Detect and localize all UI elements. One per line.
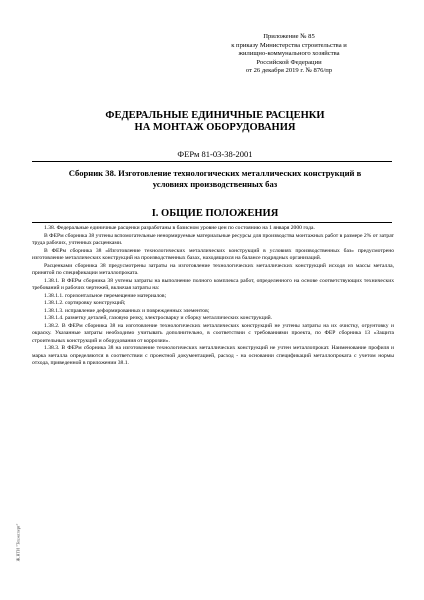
section-title: I. ОБЩИЕ ПОЛОЖЕНИЯ [151,208,279,219]
appendix-line: от 26 декабря 2019 г. № 876/пр [245,67,333,74]
appendix-line: жилищно-коммунального хозяйства [238,50,340,57]
paragraph: В ФЕРм сборника 38 учтены вспомогательные ненормируемые материальные ресурсы для производства монтажных работ в размере 2% от затрат труда рабочих, учтенных расценками. [32,232,394,246]
paragraph: 1.38.2. В ФЕРм сборника 38 на изготовление технологических металлических конструкций не учтены затраты на их очистку, огрунтовку и окраску. Указанные затраты необходимо учитывать дополнительно, в соответствии с требованиями проекта, по ФЕР сборника 13 «Защита строительных конструкций и оборудования от коррозии». [32,322,394,344]
paragraph: 1.38.1.3. исправление деформированных и поврежденных элементов; [44,307,210,314]
paragraph: 1.38.1.4. разметку деталей, газовую резку, электросварку и сборку металлических конструкций. [44,315,273,321]
section-divider [32,222,392,223]
appendix-header [200,33,378,76]
collection-line-1: Сборник 38. Изготовление технологических металлических конструкций в [68,168,362,178]
paragraph: Расценками сборника 38 предусмотрены затраты на изготовление технологических металлических конструкций исходя из массы металла, принятой по спецификации металлопроката. [32,262,394,276]
paragraph: 1.38.1.1. горизонтальное перемещение материалов; [44,292,167,299]
paragraph: 1.38.1. В ФЕРм сборника 38 учтены затраты на выполнение полного комплекса работ, определенного на основе соответствующих технических требований и рабочих чертежей, включая затраты на: [32,277,394,291]
paragraph: 1.38.3. В ФЕРм сборника 38 на изготовление технологических металлических конструкций не учтен металлопрокат. Наименование профиля и марка металла определяются в соответствии с проектной документацией, расход - на основании спецификаций металлопроката с учетом нормы отхода, приведенной в приложении 38.1. [32,345,394,366]
title-line-2: НА МОНТАЖ ОБОРУДОВАНИЯ [134,122,296,133]
side-note: Ж.НТИ "Техэксперт" [15,523,21,562]
paragraph: В ФЕРм сборника 38 «Изготовление технологических металлических конструкций в условиях производственных баз» предусмотрено изготовление металлических конструкций на производственных базах, находящихся на балансе подрядных организаций. [32,247,394,261]
document-code: ФЕРм 81-03-38-2001 [177,149,253,159]
collection-title [40,168,390,189]
appendix-line: к приказу Министерства строительства и [231,41,347,49]
collection-line-2: условиях производственных баз [152,178,278,189]
paragraph: 1.38. Федеральные единичные расценки разработаны в базисном уровне цен по состоянию на 1 января 2000 года. [44,225,315,231]
paragraph: 1.38.1.2. сортировку конструкций; [44,300,126,306]
title-line-1: ФЕДЕРАЛЬНЫЕ ЕДИНИЧНЫЕ РАСЦЕНКИ [105,110,325,121]
appendix-line: Российской Федерации [256,58,322,66]
body-text [32,225,394,368]
code-divider [32,161,392,162]
appendix-line: Приложение № 85 [263,33,315,40]
document-title [30,110,400,134]
